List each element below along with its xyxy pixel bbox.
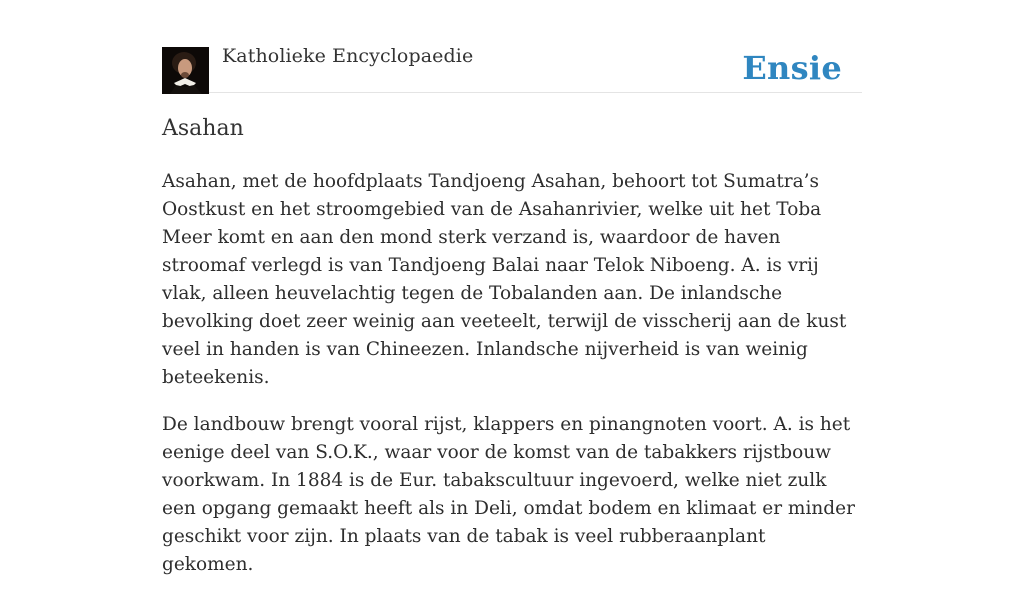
- article-paragraph: De landbouw brengt vooral rijst, klappers en pinangnoten voort. A. is het eenige deel van S.O.K., waar voor de komst van de tabakkers rijstbouw voorkwam. In 1884 is de Eur. tabakscultuur ingevoerd, welke niet zulk een opgang gemaakt heeft als in Deli, omdat bodem en klimaat er minder geschikt voor zijn. In plaats van de tabak is veel rubberaanplant gekomen.: [162, 414, 855, 575]
- article-paragraph: Asahan, met de hoofdplaats Tandjoeng Asahan, behoort tot Sumatra’s Oostkust en het stroomgebied van de Asahanrivier, welke uit het Toba Meer komt en aan den mond sterk verzand is, waardoor de haven stroomaf verlegd is van Tandjoeng Balai naar Telok Niboeng. A. is vrij vlak, alleen heuvelachtig tegen de Tobalanden aan. De inlandsche bevolking doet zeer weinig aan veeteelt, terwijl de visscherij aan de kust veel in handen is van Chineezen. Inlandsche nijverheid is van weinig beteekenis.: [162, 171, 847, 388]
- article-title: Asahan: [162, 116, 244, 141]
- page: [162, 0, 862, 575]
- portrait-avatar-svg: [162, 47, 209, 94]
- article-body: [162, 168, 862, 598]
- ensie-logo[interactable]: Ensie: [742, 49, 842, 87]
- site-header: [162, 0, 862, 93]
- site-name[interactable]: Katholieke Encyclopaedie: [222, 45, 474, 67]
- portrait-avatar-icon[interactable]: [162, 47, 209, 94]
